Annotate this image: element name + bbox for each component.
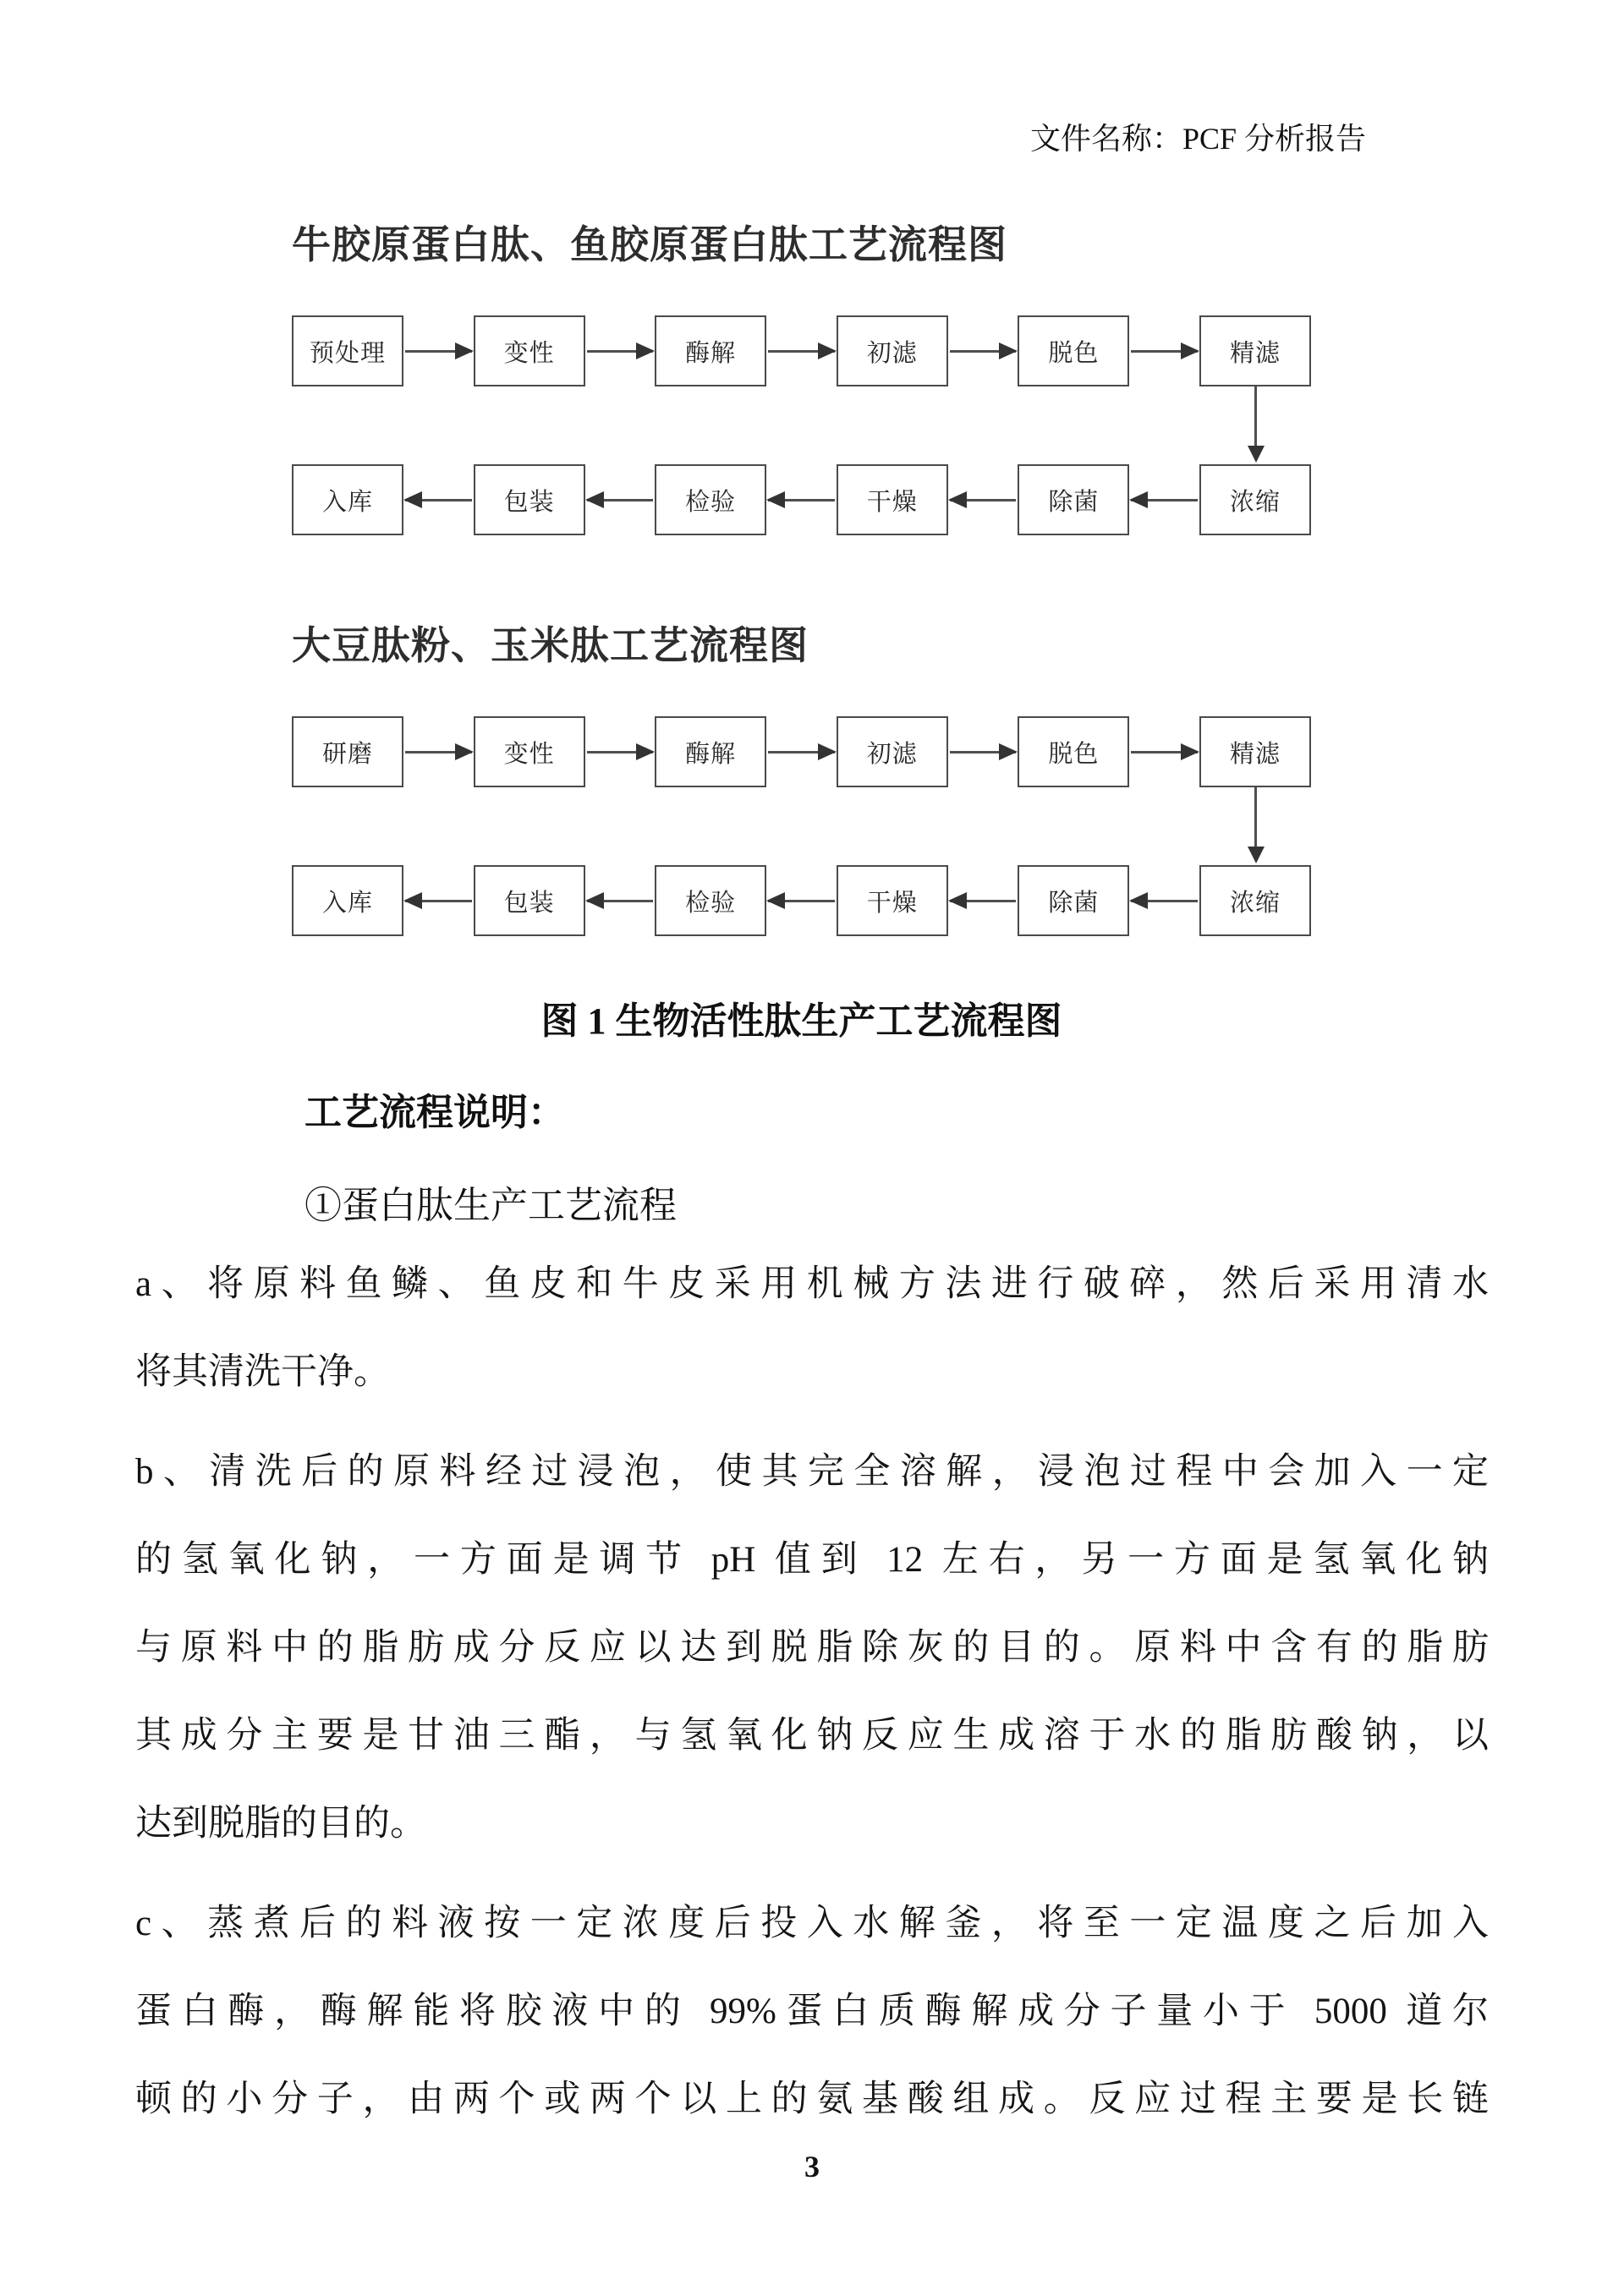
arrow-right-icon	[405, 350, 472, 353]
arrow-left-icon	[587, 900, 654, 902]
flow-row-top	[292, 716, 1311, 787]
flow-step-box: 脱色	[1018, 716, 1129, 787]
paragraph-line: a、将原料鱼鳞、鱼皮和牛皮采用机械方法进行破碎，然后采用清水	[135, 1264, 1489, 1304]
flowchart-diagram	[292, 716, 1311, 936]
flow-step-box: 变性	[474, 716, 585, 787]
arrow-left-icon	[405, 499, 472, 501]
flow-step-box: 除菌	[1018, 865, 1129, 936]
arrow-right-icon	[1131, 751, 1198, 753]
flow-step-box: 预处理	[292, 315, 403, 386]
arrow-right-icon	[587, 751, 654, 753]
paragraph-line: b、清洗后的原料经过浸泡，使其完全溶解，浸泡过程中会加入一定	[135, 1452, 1489, 1492]
flow-step-box: 检验	[655, 865, 766, 936]
flow-step-box: 检验	[655, 464, 766, 535]
paragraph-line: 顿的小分子，由两个或两个以上的氨基酸组成。反应过程主要是长链	[135, 2080, 1489, 2119]
flow-step-box: 干燥	[837, 464, 948, 535]
arrow-right-icon	[768, 350, 835, 353]
arrow-right-icon	[768, 751, 835, 753]
paragraph-b	[135, 1428, 1489, 1868]
section-heading: 工艺流程说明：	[304, 1092, 565, 1133]
paragraph-line: 其成分主要是甘油三酯，与氢氧化钠反应生成溶于水的脂肪酸钠，以	[135, 1716, 1489, 1756]
flow-step-box: 脱色	[1018, 315, 1129, 386]
paragraph-line: 的氢氧化钠，一方面是调节 pH 值到 12 左右，另一方面是氢氧化钠	[135, 1540, 1489, 1580]
flowchart-diagram	[292, 315, 1311, 535]
paragraph-a	[135, 1241, 1489, 1417]
paragraph-c	[135, 1880, 1489, 2144]
figure-1	[292, 214, 1311, 1044]
document-header	[0, 0, 1624, 158]
arrow-left-icon	[1131, 900, 1198, 902]
flow-step-box: 除菌	[1018, 464, 1129, 535]
flow-connector-row	[292, 386, 1311, 464]
paragraph-line: 与原料中的脂肪成分反应以达到脱脂除灰的目的。原料中含有的脂肪	[135, 1628, 1489, 1668]
arrow-right-icon	[405, 751, 472, 753]
arrow-left-icon	[768, 900, 835, 902]
paragraph-line: 将其清洗干净。	[135, 1352, 390, 1392]
paragraph-line: c、蒸煮后的料液按一定浓度后投入水解釜，将至一定温度之后加入	[135, 1904, 1489, 1943]
flow-step-box: 浓缩	[1199, 464, 1311, 535]
flow-step-box: 初滤	[837, 716, 948, 787]
figure-caption: 图 1 生物活性肽生产工艺流程图	[540, 1000, 1062, 1042]
body-text	[135, 1082, 1489, 2144]
arrow-down-icon	[1254, 386, 1257, 447]
flow-step-box: 浓缩	[1199, 865, 1311, 936]
flow-connector-row	[292, 787, 1311, 865]
flow-step-box: 变性	[474, 315, 585, 386]
flow-step-box: 入库	[292, 464, 403, 535]
arrow-right-icon	[587, 350, 654, 353]
flow-step-box: 酶解	[655, 716, 766, 787]
flowchart-soy-corn-peptide	[292, 615, 1311, 936]
flow-step-box: 精滤	[1199, 716, 1311, 787]
paragraph-line: 达到脱脂的目的。	[135, 1804, 426, 1844]
arrow-left-icon	[950, 900, 1017, 902]
flow-step-box: 包装	[474, 865, 585, 936]
flowchart-collagen-peptide	[292, 214, 1311, 535]
page-footer	[0, 2149, 1624, 2184]
flow-step-box: 干燥	[837, 865, 948, 936]
flow-step-box: 入库	[292, 865, 403, 936]
arrow-left-icon	[768, 499, 835, 501]
flow-row-top	[292, 315, 1311, 386]
flow-step-box: 研磨	[292, 716, 403, 787]
flow-row-bottom	[292, 464, 1311, 535]
flowchart-title: 大豆肽粉、玉米肽工艺流程图	[292, 623, 809, 667]
flow-step-box: 初滤	[837, 315, 948, 386]
flow-step-box: 精滤	[1199, 315, 1311, 386]
arrow-right-icon	[950, 350, 1017, 353]
flow-row-bottom	[292, 865, 1311, 936]
arrow-right-icon	[1131, 350, 1198, 353]
arrow-left-icon	[950, 499, 1017, 501]
arrow-right-icon	[950, 751, 1017, 753]
page-number: 3	[804, 2150, 820, 2184]
arrow-left-icon	[1131, 499, 1198, 501]
paragraph-line: 蛋白酶，酶解能将胶液中的 99%蛋白质酶解成分子量小于 5000 道尔	[135, 1992, 1489, 2031]
flow-step-box: 包装	[474, 464, 585, 535]
flow-step-box: 酶解	[655, 315, 766, 386]
document-title-label: 文件名称：PCF 分析报告	[1029, 122, 1366, 156]
arrow-left-icon	[587, 499, 654, 501]
flowchart-title: 牛胶原蛋白肽、鱼胶原蛋白肽工艺流程图	[292, 222, 1007, 266]
subsection-heading: ①蛋白肽生产工艺流程	[304, 1185, 677, 1226]
arrow-left-icon	[405, 900, 472, 902]
arrow-down-icon	[1254, 787, 1257, 848]
